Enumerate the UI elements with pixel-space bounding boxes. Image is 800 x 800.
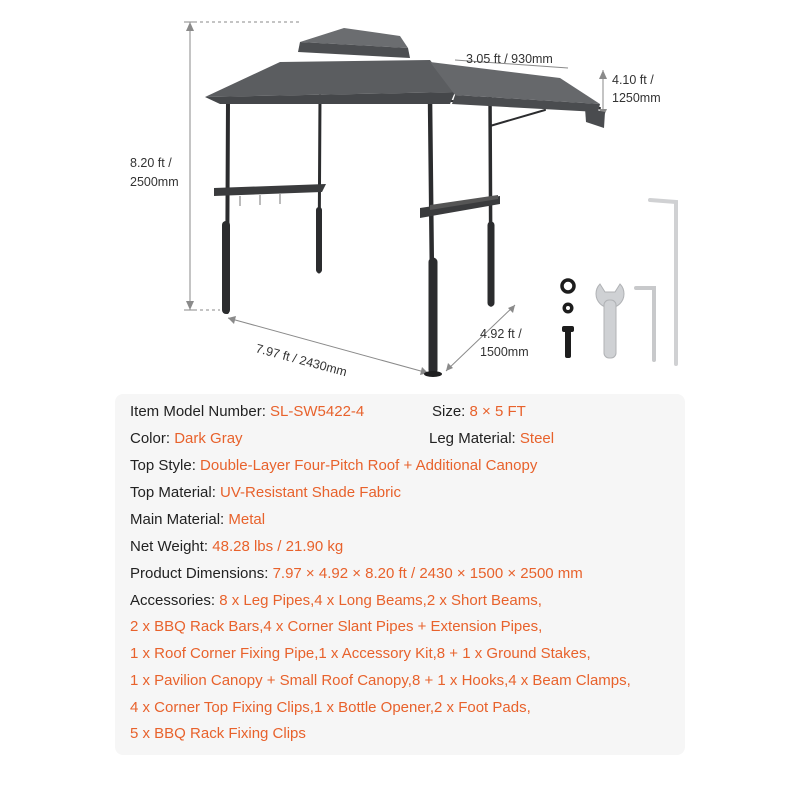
spec-net-weight [130,537,343,557]
accessories-line: 1 x Pavilion Canopy + Small Roof Canopy,8 + 1 x Hooks,4 x Beam Clamps, [130,672,631,689]
dim-canopy-depth-ft: 4.10 ft / [612,73,654,87]
spec-value: Metal [228,511,266,528]
foot-pad [424,371,442,377]
spec-value: Dark Gray [174,430,243,447]
spec-color [130,429,243,449]
hex-key-icon [636,288,654,360]
dim-length: 7.97 ft / 2430mm [254,341,349,380]
spec-label: Color: [130,430,175,447]
spec-label: Top Style: [130,457,201,474]
spec-size [432,402,526,422]
spec-main-material [130,510,265,530]
gazebo-canopy [205,28,605,128]
spec-label: Top Material: [130,484,221,501]
accessories-line: 5 x BBQ Rack Fixing Clips [130,725,306,742]
spec-top-style [130,456,537,476]
spec-value: 7.97 × 4.92 × 8.20 ft / 2430 × 1500 × 2500 mm [272,565,583,582]
bbq-shelf-left [214,184,326,206]
spec-label: Item Model Number: [130,403,271,420]
dim-height-ft: 8.20 ft / [130,156,172,170]
dim-height-mm: 2500mm [130,175,179,189]
spec-value: 48.28 lbs / 21.90 kg [212,538,344,555]
spec-value: SL-SW5422-4 [270,403,365,420]
spec-accessories [130,591,542,611]
spec-value: Double-Layer Four-Pitch Roof + Additional Canopy [200,457,538,474]
spec-value: Steel [519,430,555,447]
accessories-line: 1 x Roof Corner Fixing Pipe,1 x Accessory Kit,8 + 1 x Ground Stakes, [130,645,591,662]
spec-value: 8 × 5 FT [469,403,526,420]
spec-dimensions [130,564,583,584]
spec-label: Accessories: [130,592,220,609]
dim-canopy-depth-mm: 1250mm [612,91,661,105]
spec-label: Leg Material: [429,430,520,447]
spec-label: Size: [432,403,470,420]
spec-label: Net Weight: [130,538,213,555]
accessories-line: 2 x BBQ Rack Bars,4 x Corner Slant Pipes + Extension Pipes, [130,618,543,635]
washer-icon [562,280,574,292]
accessories-line: 4 x Corner Top Fixing Clips,1 x Bottle Opener,2 x Foot Pads, [130,699,531,716]
spec-leg-material [429,429,554,449]
dim-width-ft: 4.92 ft / [480,327,522,341]
spec-value: UV-Resistant Shade Fabric [220,484,401,501]
spec-top-material [130,483,401,503]
gazebo-figure [0,0,800,395]
accessory-parts [562,200,676,364]
bolt-icon [565,328,571,358]
spec-label: Product Dimensions: [130,565,273,582]
spec-value: 8 x Leg Pipes,4 x Long Beams,2 x Short Beams, [219,592,542,609]
dim-width-mm: 1500mm [480,345,529,359]
gazebo-frame [226,92,600,372]
dim-canopy-width: 3.05 ft / 930mm [466,52,553,66]
spec-model [130,402,364,422]
spec-label: Main Material: [130,511,229,528]
